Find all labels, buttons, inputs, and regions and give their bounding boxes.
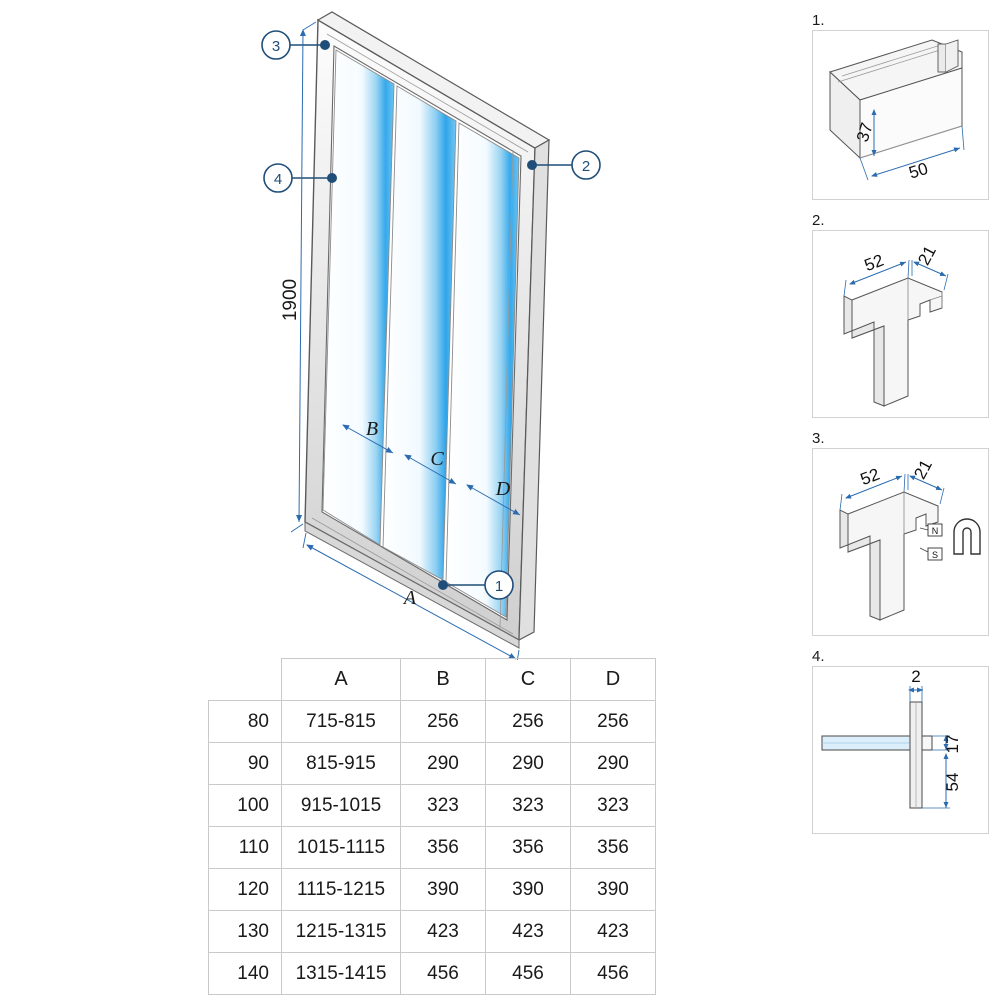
table-header-a: A	[282, 659, 401, 701]
table-header-d: D	[571, 659, 656, 701]
callout-label-1: 1	[494, 578, 504, 595]
cell-d: 423	[571, 911, 656, 953]
detail-1-dim-37: 37	[852, 120, 877, 145]
table-row	[209, 743, 656, 785]
magnet-icon	[954, 519, 980, 554]
cell-d: 290	[571, 743, 656, 785]
cell-b: 423	[401, 911, 486, 953]
detail-4-dim-2: 2	[911, 667, 921, 686]
cell-c: 456	[486, 953, 571, 995]
cell-a: 1015-1115	[282, 827, 401, 869]
cell-c: 356	[486, 827, 571, 869]
detail-1-dim-50: 50	[906, 158, 931, 183]
detail-3-dim-21: 21	[910, 456, 936, 483]
detail-4-dim-17: 17	[943, 734, 962, 754]
table-row	[209, 911, 656, 953]
cell-a: 1315-1415	[282, 953, 401, 995]
callout-label-3: 3	[271, 38, 281, 55]
cell-a: 915-1015	[282, 785, 401, 827]
detail-index-3: 3.	[812, 430, 825, 447]
cell-b: 356	[401, 827, 486, 869]
cell-size: 100	[209, 785, 282, 827]
table-header-b: B	[401, 659, 486, 701]
detail-4-drawing	[812, 666, 987, 832]
cell-size: 140	[209, 953, 282, 995]
cell-c: 423	[486, 911, 571, 953]
table-header-blank	[209, 659, 282, 701]
cell-a: 715-815	[282, 701, 401, 743]
cell-d: 456	[571, 953, 656, 995]
dimension-d: D	[495, 478, 511, 500]
cell-d: 256	[571, 701, 656, 743]
detail-3-drawing	[812, 448, 987, 634]
dimension-b: B	[365, 418, 379, 440]
table-row	[209, 785, 656, 827]
cell-c: 390	[486, 869, 571, 911]
dimension-a: A	[403, 587, 417, 609]
detail-index-1: 1.	[812, 12, 825, 29]
detail-2-dim-52: 52	[861, 250, 887, 276]
detail-index-4: 4.	[812, 648, 825, 665]
cell-size: 80	[209, 701, 282, 743]
size-specification-table	[208, 658, 656, 995]
cell-size: 120	[209, 869, 282, 911]
detail-1-drawing	[812, 30, 987, 198]
detail-4-dim-54: 54	[943, 772, 962, 792]
cell-b: 390	[401, 869, 486, 911]
detail-2-drawing	[812, 230, 987, 416]
table-row	[209, 869, 656, 911]
cell-size: 130	[209, 911, 282, 953]
cell-c: 256	[486, 701, 571, 743]
cell-d: 356	[571, 827, 656, 869]
cell-d: 323	[571, 785, 656, 827]
cell-b: 323	[401, 785, 486, 827]
cell-a: 815-915	[282, 743, 401, 785]
detail-index-2: 2.	[812, 212, 825, 229]
cell-a: 1115-1215	[282, 869, 401, 911]
cell-d: 390	[571, 869, 656, 911]
detail-3-dim-52: 52	[857, 464, 883, 490]
table-header-c: C	[486, 659, 571, 701]
table-header-row	[209, 659, 656, 701]
cell-size: 90	[209, 743, 282, 785]
dimension-c: C	[430, 448, 444, 470]
glass-panel-d	[446, 123, 519, 617]
dimension-height: 1900	[280, 278, 301, 322]
cell-b: 256	[401, 701, 486, 743]
magnet-pole-s: S	[931, 550, 939, 560]
cell-a: 1215-1315	[282, 911, 401, 953]
cell-c: 290	[486, 743, 571, 785]
callout-label-4: 4	[273, 171, 283, 188]
table-row	[209, 827, 656, 869]
cell-b: 456	[401, 953, 486, 995]
callout-label-2: 2	[581, 158, 591, 175]
cell-size: 110	[209, 827, 282, 869]
shower-door-isometric	[0, 0, 700, 660]
table-row	[209, 953, 656, 995]
magnet-pole-n: N	[931, 526, 939, 536]
detail-2-dim-21: 21	[914, 242, 940, 269]
table-row	[209, 701, 656, 743]
cell-b: 290	[401, 743, 486, 785]
cell-c: 323	[486, 785, 571, 827]
